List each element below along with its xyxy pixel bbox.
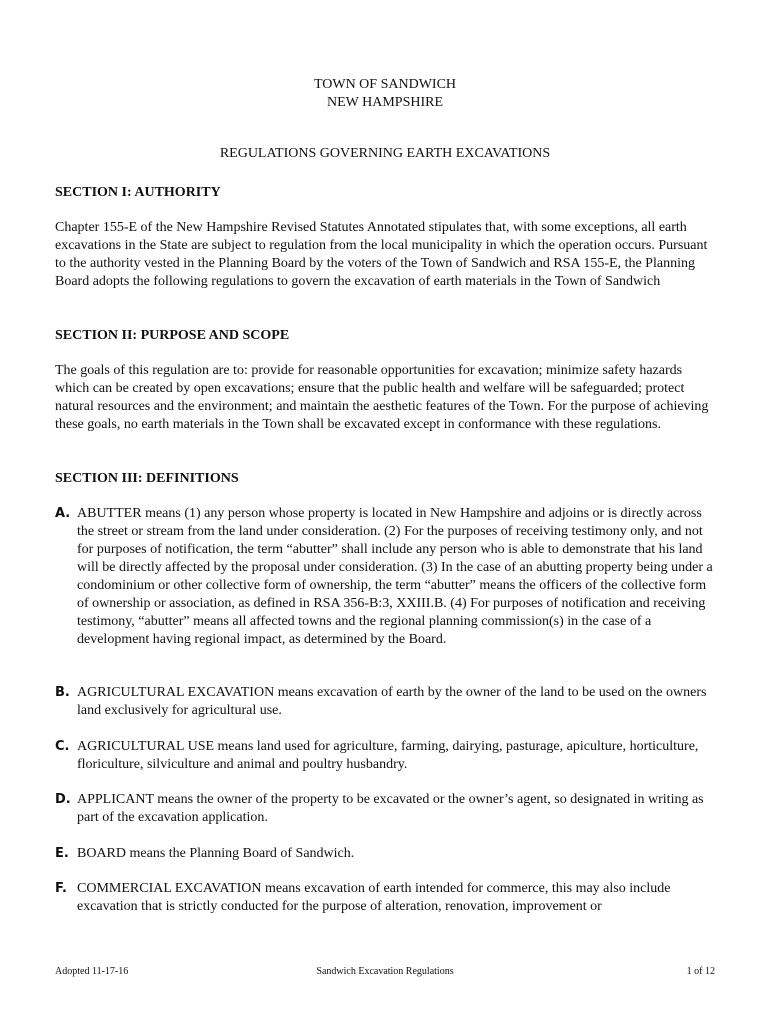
definition-letter: B.	[55, 685, 70, 700]
definition-item	[55, 845, 715, 863]
definition-term: AGRICULTURAL EXCAVATION	[77, 685, 275, 700]
definition-term: AGRICULTURAL USE	[77, 739, 215, 754]
section-2-heading: SECTION II: PURPOSE AND SCOPE	[55, 328, 290, 343]
definition-item	[55, 684, 715, 720]
definition-term: ABUTTER	[77, 506, 142, 521]
section-1-heading: SECTION I: AUTHORITY	[55, 185, 221, 200]
definition-term: BOARD	[77, 846, 127, 861]
definition-text: means the Planning Board of Sandwich.	[126, 846, 355, 861]
definition-letter: D.	[55, 792, 71, 807]
definition-item	[55, 505, 715, 649]
section-3-heading: SECTION III: DEFINITIONS	[55, 471, 239, 486]
definition-item	[55, 880, 715, 916]
definition-text: means (1) any person whose property is located in New Hampshire and adjoins or is directly across the street or stream from the land under consideration. (2) For the purposes of receiving testimony only, and not for purposes of notification, the term “abutter” shall include any person who is able to demonstrate that his land will be directly affected by the proposal under consideration. (3) In the case of an abutting property being under a condominium or other collective form of ownership, the term “abutter” means the officers of the collective form of ownership or association, as defined in RSA 356-B:3, XXIII.B. (4) For purposes of notification and receiving testimony, “abutter” means all affected towns and the regional planning commission(s) in the case of a development having regional impact, as determined by the Board.	[77, 506, 713, 647]
definition-item	[55, 791, 715, 827]
definition-item	[55, 738, 715, 774]
section-1-body: Chapter 155-E of the New Hampshire Revised Statutes Annotated stipulates that, with some exceptions, all earth excavations in the State are subject to regulation from the local municipality in which the operation occurs. Pursuant to the authority vested in the Planning Board by the voters of the Town of Sandwich and RSA 155-E, the Planning Board adopts the following regulations to govern the excavation of earth materials in the Town of Sandwich	[55, 220, 708, 289]
definition-text: means the owner of the property to be excavated or the owner’s agent, so designated in writing as part of the excavation application.	[77, 792, 704, 825]
definition-text: means excavation of earth by the owner of the land to be used on the owners land exclusively for agricultural use.	[77, 685, 707, 718]
definition-term: COMMERCIAL EXCAVATION	[77, 881, 262, 896]
definition-term: APPLICANT	[77, 792, 154, 807]
definition-letter: F.	[55, 881, 67, 896]
footer-document-name: Sandwich Excavation Regulations	[316, 966, 454, 977]
town-name: TOWN OF SANDWICH	[313, 77, 457, 92]
state-name: NEW HAMPSHIRE	[326, 95, 444, 110]
document-title: REGULATIONS GOVERNING EARTH EXCAVATIONS	[219, 146, 551, 161]
definition-text: means land used for agriculture, farming, dairying, pasturage, apiculture, horticulture, floriculture, silviculture and animal and poultry husbandry.	[77, 739, 699, 772]
definition-letter: C.	[55, 739, 70, 754]
section-2-body: The goals of this regulation are to: provide for reasonable opportunities for excavation; minimize safety hazards which can be created by open excavations; ensure that the public health and welfare will be safeguarded; protect natural resources and the environment; and maintain the aesthetic features of the Town. For the purpose of achieving these goals, no earth materials in the Town shall be excavated except in conformance with these regulations.	[55, 363, 709, 432]
footer-adopted-date: Adopted 11-17-16	[55, 966, 129, 977]
definition-text: means excavation of earth intended for commerce, this may also include excavation that is strictly conducted for the purpose of alteration, renovation, improvement or	[77, 881, 671, 914]
footer-page-number: 1 of 12	[686, 966, 715, 977]
definition-letter: A.	[55, 506, 71, 521]
definition-letter: E.	[55, 846, 69, 861]
